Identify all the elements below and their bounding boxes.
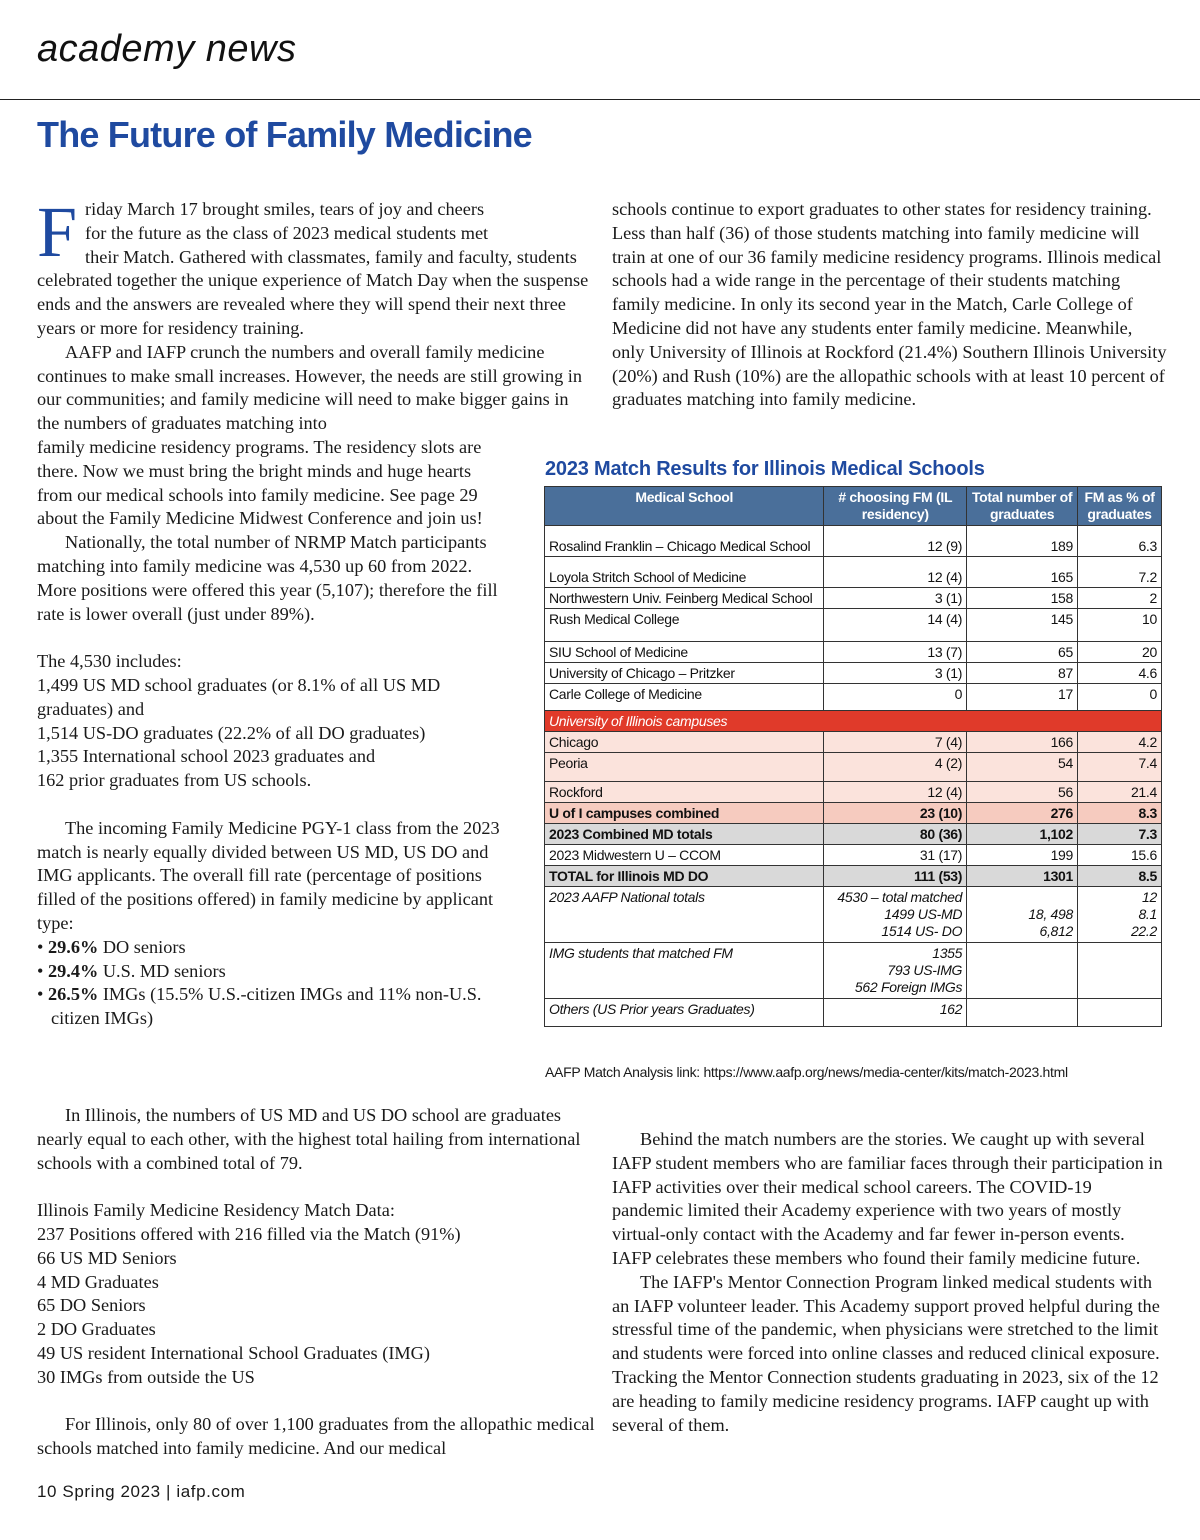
paragraph-aafp-wide: AAFP and IAFP crunch the numbers and overall family medicine continues to make small increases. However, the needs are still growing in our communities; and family medicine will need to make bigger gains in the numbers of graduates matching into (37, 341, 583, 434)
includes-item: 1,499 US MD school graduates (or 8.1% of all US MD graduates) and (37, 674, 441, 719)
il-data-item: 66 US MD Seniors (37, 1247, 177, 1268)
table-group-header: University of Illinois campuses (545, 711, 1162, 732)
paragraph-aafp-narrow: family medicine residency programs. The residency slots are there. Now we must bring the bright minds and huge hearts from our medical schools into family medicine. See page 29 about the Family Medicine Midwest Conference and join us! (37, 436, 483, 529)
bullet-pct: 29.6% (47, 936, 99, 957)
paragraph-pgy1: The incoming Family Medicine PGY-1 class from the 2023 match is nearly equally divided between US MD, US DO and IMG applicants. The overall fill rate (percentage of positions filled of the positions offered) in family medicine by applicant type: (37, 817, 500, 933)
bullet-item: • 26.5% IMGs (15.5% U.S.-citizen IMGs and 11% non-U.S. citizen IMGs) (37, 984, 482, 1029)
table-row: Carle College of Medicine 0 17 0 (545, 684, 1162, 711)
paragraph-illinois: In Illinois, the numbers of US MD and US DO school are graduates nearly equal to each other, with the highest total hailing from international schools with a combined total of 79. (37, 1105, 581, 1173)
table-row: SIU School of Medicine 13 (7) 65 20 (545, 642, 1162, 663)
bullet-item: • 29.4% U.S. MD seniors (37, 960, 226, 981)
column-header: # choosing FM (IL residency) (824, 487, 967, 526)
paragraph-export: schools continue to export graduates to other states for residency training. Less than half (36) of those students matching into family medicine will train at one of our 36 family medicine residency programs. Illinois medical schools had a wide range in the percentage of their students matching family medicine. In only its second year in the Match, Carle College of Medicine did not have any students enter family medicine. Meanwhile, only University of Illinois at Rockford (21.4%) Southern Illinois University (20%) and Rush (10%) are the allopathic schools with at least 10 percent of graduates matching into family medicine. (612, 199, 1167, 410)
bullet-pct: 26.5% (47, 984, 99, 1005)
table-row: Northwestern Univ. Feinberg Medical School 3 (1) 158 2 (545, 588, 1162, 609)
table-row: University of Chicago – Pritzker 3 (1) 87 4.6 (545, 663, 1162, 684)
table-row: 2023 AAFP National totals 4530 – total matched 1499 US-MD 1514 US- DO 18, 498 6,812 12 8.1 22.2 (545, 887, 1162, 943)
paragraph-national: Nationally, the total number of NRMP Match participants matching into family medicine was 4,530 up 60 from 2022. More positions were offered this year (5,107); therefore the fill rate is lower overall (just under 89%). (37, 532, 498, 624)
table-title: 2023 Match Results for Illinois Medical Schools (545, 458, 985, 480)
table-row: 2023 Midwestern U – CCOM 31 (17) 199 15.6 (545, 845, 1162, 866)
intro-paragraph (37, 192, 592, 341)
includes-item: 1,355 International school 2023 graduates and (37, 746, 376, 767)
column-header: Medical School (545, 487, 824, 526)
column-header: FM as % of graduates (1078, 487, 1162, 526)
table-row: Rush Medical College 14 (4) 145 10 (545, 609, 1162, 642)
table-row: Others (US Prior years Graduates) 162 (545, 999, 1162, 1027)
match-results-table (544, 486, 1162, 1027)
intro-line-2: for the future as the class of 2023 medical students met (85, 222, 489, 243)
il-data-title: Illinois Family Medicine Residency Match Data: (37, 1200, 395, 1221)
table-header-row (545, 487, 1162, 526)
il-data-item: 237 Positions offered with 216 filled via the Match (91%) (37, 1223, 461, 1244)
paragraph-allopathic: For Illinois, only 80 of over 1,100 graduates from the allopathic medical schools matched into family medicine. And our medical (37, 1414, 595, 1459)
right-column-bottom (612, 1128, 1167, 1437)
column-header: Total number of graduates (967, 487, 1078, 526)
intro-line-1: riday March 17 brought smiles, tears of joy and cheers (85, 199, 485, 219)
table-row: IMG students that matched FM 1355 793 US-IMG 562 Foreign IMGs (545, 943, 1162, 999)
table-row: Rockford 12 (4) 56 21.4 (545, 782, 1162, 803)
table-row: Rosalind Franklin – Chicago Medical School 12 (9) 189 6.3 (545, 526, 1162, 557)
bullet-item: • 29.6% DO seniors (37, 936, 186, 957)
aafp-match-analysis-link[interactable]: AAFP Match Analysis link: https://www.aafp.org/news/media-center/kits/match-2023.html (545, 1064, 1068, 1080)
table-row-subtotal: 2023 Combined MD totals 80 (36) 1,102 7.3 (545, 824, 1162, 845)
paragraph-stories: Behind the match numbers are the stories. We caught up with several IAFP student members who are familiar faces through their participation in IAFP activities over their medical school careers. The COVID-19 pandemic limited their Academy experience with two years of mostly virtual-only contact with the Academy and far fewer in-person events. IAFP celebrates these members who found their family medicine future. (612, 1129, 1163, 1268)
table-row: Loyola Stritch School of Medicine 12 (4) 165 7.2 (545, 557, 1162, 588)
page-footer: 10 Spring 2023 | iafp.com (37, 1482, 246, 1501)
il-data-item: 4 MD Graduates (37, 1271, 159, 1292)
includes-title: The 4,530 includes: (37, 651, 182, 672)
table-row: Peoria 4 (2) 54 7.4 (545, 753, 1162, 782)
article-headline: The Future of Family Medicine (37, 114, 532, 155)
dropcap: F (37, 192, 78, 272)
header-divider (0, 99, 1200, 100)
il-data-item: 49 US resident International School Graduates (IMG) (37, 1342, 430, 1363)
il-data-item: 30 IMGs from outside the US (37, 1366, 255, 1387)
section-label: academy news (37, 28, 297, 70)
includes-item: 162 prior graduates from US schools. (37, 770, 312, 791)
bullet-pct: 29.4% (47, 960, 99, 981)
table-row-total: TOTAL for Illinois MD DO 111 (53) 1301 8.5 (545, 866, 1162, 887)
left-column-top (37, 192, 592, 1031)
intro-line-3: their Match. Gathered with classmates, family and faculty, (85, 246, 513, 267)
table-row: Chicago 7 (4) 166 4.2 (545, 732, 1162, 753)
il-data-item: 2 DO Graduates (37, 1319, 156, 1340)
intro-rest: students celebrated together the unique experience of Match Day when the suspense ends and the answers are revealed where they will spend their next three years or more for residency training. (37, 246, 589, 338)
paragraph-mentor: The IAFP's Mentor Connection Program linked medical students with an IAFP volunteer leader. This Academy support proved helpful during the stressful time of the pandemic, when physicians were stretched to the limit and students were forced into online classes and reduced clinical exposure. Tracking the Mentor Connection students graduating in 2023, six of the 12 are heading to family medicine residency programs. IAFP caught up with several of them. (612, 1271, 1160, 1435)
left-column-bottom (37, 1104, 597, 1461)
table-row-subtotal: U of I campuses combined 23 (10) 276 8.3 (545, 803, 1162, 824)
includes-item: 1,514 US-DO graduates (22.2% of all DO graduates) (37, 722, 426, 743)
right-column-top (612, 198, 1167, 412)
il-data-item: 65 DO Seniors (37, 1295, 146, 1316)
